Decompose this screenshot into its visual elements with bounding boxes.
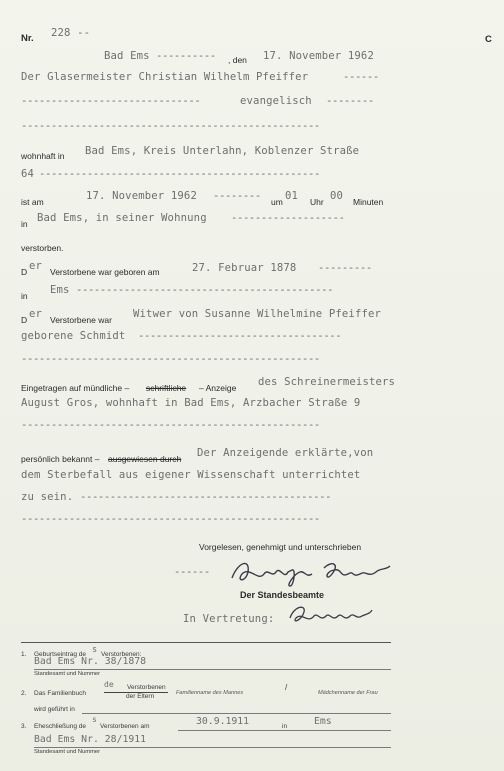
marriage-date: 30.9.1911 [196, 716, 250, 727]
fill-dashes: -------- [213, 190, 261, 202]
item3-label: Eheschließung de [34, 723, 87, 730]
item2-label: Das Familienbuch [34, 690, 87, 697]
item2-col1: Familienname des Mannes [176, 690, 244, 696]
um-label: um [271, 197, 283, 207]
birth-label: Verstorbene war geboren am [50, 267, 160, 277]
registration-label-b: – Anzeige [199, 383, 237, 393]
marriage-place: Ems [314, 716, 332, 727]
religion: evangelisch [240, 95, 312, 107]
residence-continued: 64 [21, 168, 35, 180]
registration-label-a: Eingetragen auf mündliche – [21, 383, 130, 393]
informant-line2: August Gros, wohnhaft in Bad Ems, Arzbacher Straße 9 [21, 397, 361, 409]
registration-label-struck: schriftliche [146, 383, 187, 393]
in-label: in [21, 219, 28, 229]
fill-dashes: -------------------------------------------------- [21, 513, 320, 525]
fill-dashes: ------ [174, 566, 210, 578]
death-date: 17. November 1962 [86, 190, 197, 202]
statement-line3: zu sein. [21, 491, 74, 503]
wohnhaft-label: wohnhaft in [21, 151, 65, 161]
death-minutes: 00 [330, 190, 344, 202]
registration-date: 17. November 1962 [263, 50, 374, 62]
item1-sub: Standesamt und Nummer [34, 671, 101, 677]
marital-label: Verstorbene war [50, 315, 112, 325]
item2-rule [82, 713, 391, 714]
item3-sup: s [92, 715, 97, 724]
item1-value: Bad Ems Nr. 38/1878 [34, 656, 147, 667]
marital-status-line1: Witwer von Susanne Wilhelmine Pfeiffer [133, 308, 382, 320]
item2-top-b: Verstorbenen [127, 684, 166, 691]
fill-dashes: ------------------------------------------- [76, 284, 334, 296]
item3-number: 3. [21, 723, 27, 730]
marital-d-prefix: D [21, 315, 28, 325]
fill-dashes: --------- [318, 262, 372, 274]
birth-in-label: in [21, 291, 28, 301]
statement-line1: Der Anzeigende erklärte,von [197, 447, 374, 459]
fill-dashes: ------------------------------------------ [80, 491, 332, 503]
place-of-registration: Bad Ems [104, 50, 150, 62]
birth-date: 27. Februar 1878 [192, 262, 297, 274]
item2-separator: / [285, 683, 288, 692]
item2-line2: wird geführt in [34, 706, 75, 713]
statement-line2: dem Sterbefall aus eigener Wissenschaft unterrichtet [21, 469, 361, 481]
fill-dashes: -------------------------------------------------- [21, 120, 320, 132]
minuten-label: Minuten [353, 197, 384, 207]
fill-dashes: -------- [326, 95, 374, 107]
confirmation-label: Vorgelesen, genehmigt und unterschrieben [199, 542, 362, 552]
birth-d-prefix: D [21, 267, 28, 277]
death-place: Bad Ems, in seiner Wohnung [37, 212, 207, 224]
fill-dashes: ------------------- [231, 212, 345, 224]
fill-dashes: ------------------------------ [21, 95, 201, 107]
residence: Bad Ems, Kreis Unterlahn, Koblenzer Straße [85, 145, 360, 157]
item3-value: Bad Ems Nr. 28/1911 [34, 734, 147, 745]
den-label: , den [228, 55, 247, 65]
item2-top-a: de [104, 680, 114, 689]
item3-rule-a [178, 730, 391, 731]
fill-dashes: ---------------------------------- [138, 330, 342, 342]
verstorben-label: verstorben. [21, 243, 64, 253]
item1-number: 1. [21, 651, 27, 658]
birth-er-suffix: er [29, 260, 43, 272]
item2-bottom: der Eltern [126, 693, 155, 700]
item3-in-label: in [282, 723, 288, 730]
official-title: Der Standesbeamte [240, 590, 325, 600]
item2-col2: Mädchenname der Frau [318, 690, 378, 696]
known-label-a: persönlich bekannt – [21, 454, 100, 464]
marital-status-line2: geborene Schmidt [21, 330, 126, 342]
footer-top-rule [21, 642, 391, 643]
birth-place: Ems [50, 284, 70, 296]
item1-sup: s [92, 645, 98, 655]
item1-label: Geburtseintrag de [34, 651, 87, 658]
fill-dashes: -------------------------------------------------- [21, 419, 320, 431]
nr-value: 228 -- [51, 27, 91, 39]
item1-rule [34, 669, 391, 670]
item3-label-b: Verstorbenen am [100, 723, 150, 730]
corner-letter: C [485, 34, 492, 45]
fill-dashes: ------ [343, 71, 379, 83]
known-label-struck: ausgewiesen durch [108, 454, 182, 464]
deputy-label: In Vertretung: [183, 613, 275, 625]
fill-dashes: ---------- [156, 50, 216, 62]
ist-am-label: ist am [21, 197, 44, 207]
informant-line1: des Schreinermeisters [258, 376, 396, 388]
item2-number: 2. [21, 690, 27, 697]
item1-label-b: Verstorbenen: [101, 651, 142, 658]
marital-er-suffix: er [29, 308, 43, 320]
uhr-label: Uhr [310, 197, 324, 207]
item3-sub: Standesamt und Nummer [34, 749, 101, 755]
deceased-name-line: Der Glasermeister Christian Wilhelm Pfeiffer [21, 71, 309, 83]
nr-label: Nr. [21, 33, 34, 44]
death-hour: 01 [285, 190, 299, 202]
fill-dashes: ----------------------------------------------- [39, 168, 320, 180]
fill-dashes: -------------------------------------------------- [21, 353, 320, 365]
item3-rule-b [34, 747, 391, 748]
